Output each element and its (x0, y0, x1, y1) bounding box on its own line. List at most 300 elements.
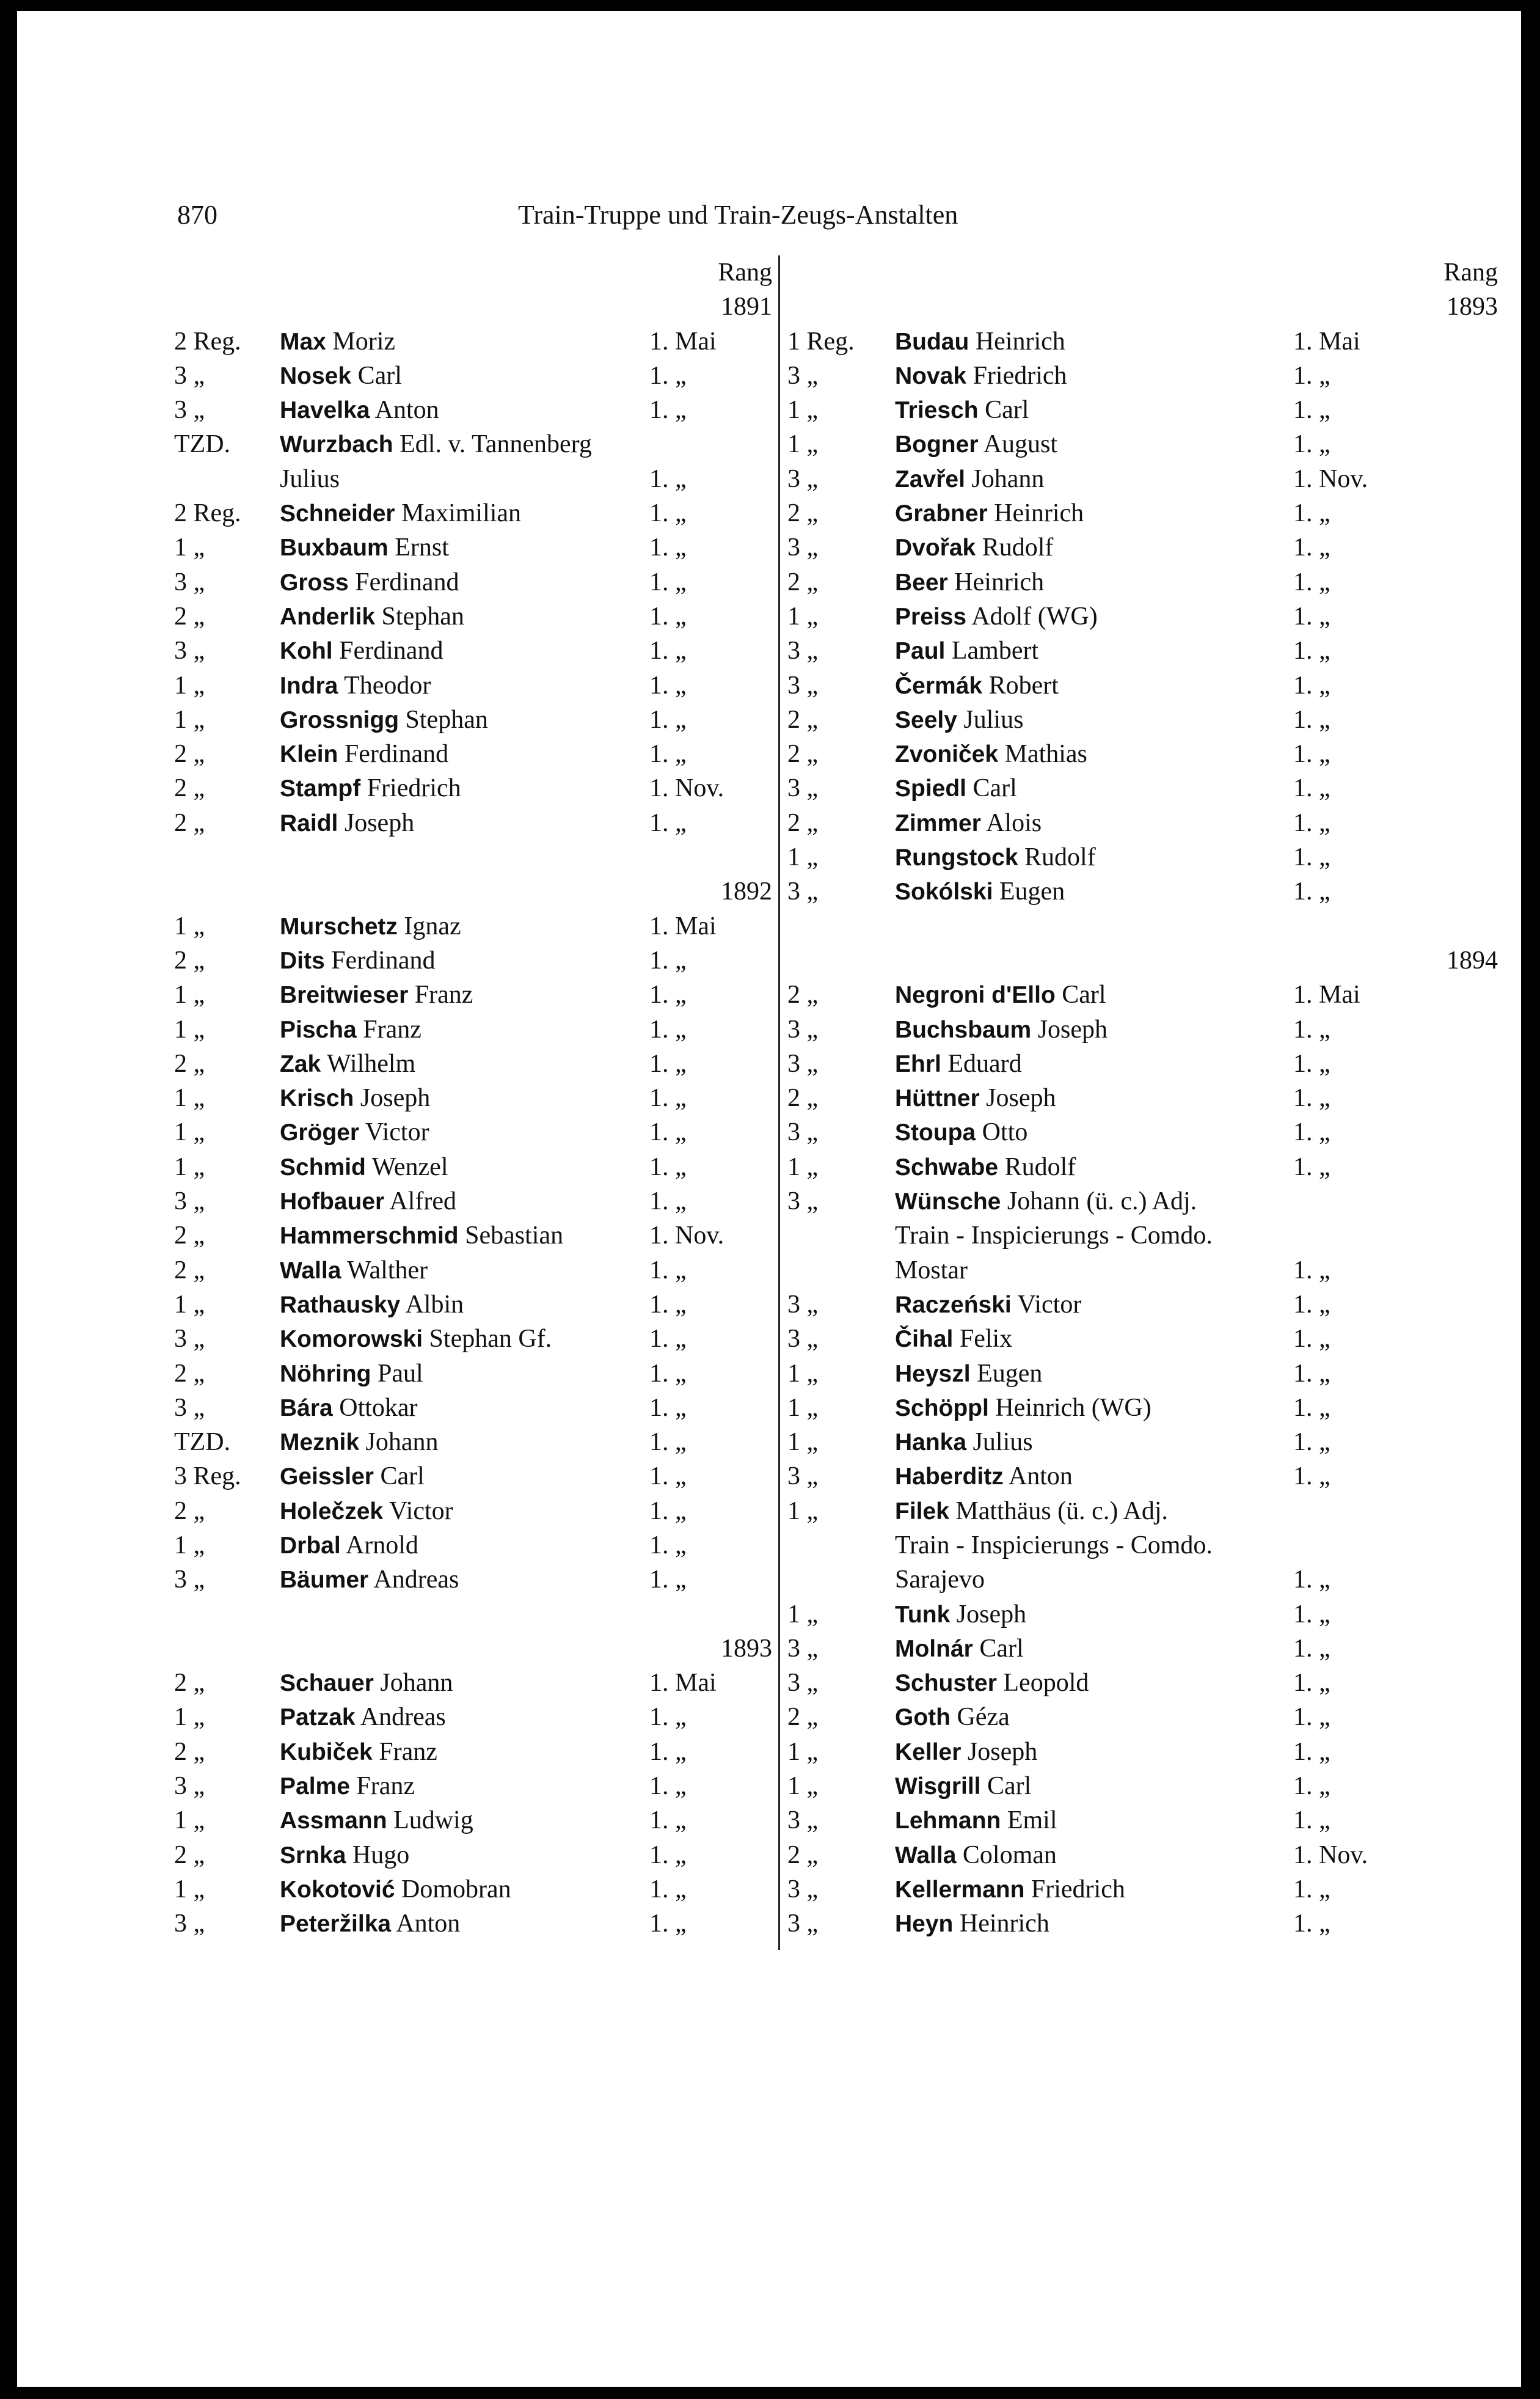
list-item (17, 737, 778, 771)
surname: Schwabe (895, 1154, 999, 1181)
name-entry (280, 1115, 429, 1150)
regiment: 1 „ (787, 1772, 819, 1801)
name-entry (280, 1184, 456, 1219)
surname: Schneider (280, 500, 395, 527)
list-item (780, 1459, 1521, 1493)
list-item (780, 1769, 1521, 1803)
regiment: 1 „ (787, 1737, 819, 1766)
regiment: 3 „ (787, 1669, 819, 1698)
rank-date: 1. Nov. (649, 1221, 724, 1250)
regiment: 3 „ (174, 1772, 205, 1801)
list-item (780, 1357, 1521, 1391)
regiment: 1 „ (174, 981, 205, 1009)
regiment: 1 „ (787, 1496, 819, 1525)
list-item (17, 599, 778, 634)
given-name: Train - Inspicierungs - Comdo. (895, 1531, 1213, 1559)
surname: Walla (280, 1257, 341, 1284)
list-item (17, 1184, 778, 1218)
regiment: 3 „ (787, 361, 819, 390)
given-name: Anton (374, 396, 439, 425)
list-item (780, 1735, 1521, 1769)
surname: Peteržilka (280, 1911, 392, 1938)
rank-date: 1. „ (649, 568, 687, 596)
given-name: Joseph (1037, 1015, 1108, 1044)
list-item (780, 840, 1521, 874)
regiment: 1 „ (787, 1152, 819, 1181)
name-entry (895, 599, 1098, 634)
given-name: August (983, 430, 1058, 459)
list-item (17, 255, 778, 290)
given-name: Heinrich (994, 499, 1084, 528)
given-name: Rudolf (1024, 843, 1096, 872)
given-name: Rudolf (1004, 1152, 1076, 1181)
given-name: Hugo (352, 1840, 410, 1869)
list-item (17, 427, 778, 461)
given-name: Ottokar (339, 1393, 418, 1422)
surname: Raidl (280, 810, 338, 837)
given-name: Heinrich (954, 568, 1045, 596)
surname: Stoupa (895, 1119, 976, 1146)
list-item (780, 1253, 1521, 1287)
given-name: Géza (957, 1703, 1010, 1732)
list-item (780, 634, 1521, 668)
surname: Dvořak (895, 535, 976, 562)
rang-label: Rang (1443, 258, 1498, 287)
given-name: Stephan (405, 705, 488, 734)
surname: Zak (280, 1050, 321, 1077)
surname: Bogner (895, 431, 979, 458)
regiment: 1 „ (787, 602, 819, 631)
list-item (780, 978, 1521, 1012)
rank-date: 1. Nov. (1293, 1840, 1368, 1869)
rank-date: 1. „ (649, 1875, 687, 1903)
surname: Seely (895, 706, 957, 733)
surname: Pischa (280, 1016, 357, 1043)
rank-date: 1. „ (1293, 1600, 1330, 1628)
list-item (780, 1287, 1521, 1322)
name-entry (280, 943, 435, 978)
rank-date: 1. „ (649, 1290, 687, 1319)
name-entry (895, 427, 1057, 462)
surname: Max (280, 328, 326, 355)
given-name: Walther (347, 1256, 428, 1284)
list-item (17, 1872, 778, 1906)
list-item (17, 530, 778, 565)
given-name: Eugen (977, 1359, 1043, 1388)
surname: Ehrl (895, 1050, 941, 1077)
surname: Goth (895, 1704, 951, 1731)
regiment: 3 „ (787, 671, 819, 700)
name-entry (280, 1287, 464, 1322)
name-entry (280, 703, 488, 738)
name-entry (895, 1632, 1024, 1666)
regiment: 2 „ (787, 808, 819, 837)
regiment: 1 „ (174, 1015, 205, 1044)
rank-date: 1. „ (1293, 602, 1330, 631)
name-entry (280, 496, 521, 531)
surname: Wurzbach (280, 431, 393, 458)
given-name: Ludwig (393, 1806, 473, 1835)
list-item (17, 462, 778, 496)
regiment: 1 „ (174, 671, 205, 700)
list-item (17, 1013, 778, 1047)
list-item (780, 255, 1521, 290)
name-entry (895, 530, 1053, 565)
rank-date: 1. „ (1293, 671, 1330, 700)
given-name: Victor (389, 1496, 453, 1525)
regiment: 1 „ (174, 1152, 205, 1181)
rank-date: 1. „ (1293, 1118, 1330, 1147)
given-name: Carl (1062, 981, 1106, 1009)
given-name: Ferdinand (339, 637, 443, 665)
regiment: 2 „ (174, 602, 205, 631)
list-item (17, 1666, 778, 1700)
surname: Patzak (280, 1704, 356, 1731)
surname: Raczeński (895, 1291, 1012, 1318)
rank-date: 1. „ (1293, 808, 1330, 837)
rank-date: 1. „ (649, 1737, 687, 1766)
regiment: 3 „ (174, 1187, 205, 1216)
list-item (17, 1047, 778, 1081)
regiment: 2 „ (787, 981, 819, 1009)
list-item (17, 1425, 778, 1459)
given-name: Wenzel (371, 1152, 448, 1181)
rang-label: 1893 (721, 1634, 772, 1663)
name-entry (280, 1700, 446, 1735)
regiment: 2 „ (174, 774, 205, 803)
name-entry (895, 1838, 1057, 1873)
rank-date: 1. „ (649, 740, 687, 769)
list-item (17, 1357, 778, 1391)
given-name: Ignaz (404, 912, 461, 940)
surname: Breitwieser (280, 982, 409, 1009)
rank-date: 1. „ (649, 1256, 687, 1284)
surname: Zavřel (895, 466, 965, 493)
name-entry (895, 874, 1065, 909)
given-name: Stephan (381, 602, 464, 631)
regiment: 2 „ (174, 1669, 205, 1698)
rank-date: 1. „ (649, 1531, 687, 1559)
rank-date: 1. „ (1293, 1772, 1330, 1801)
regiment: 3 „ (787, 464, 819, 493)
list-item (17, 840, 778, 874)
list-item (780, 1494, 1521, 1528)
given-name: Robert (988, 671, 1059, 700)
surname: Krisch (280, 1085, 354, 1112)
surname: Nöhring (280, 1360, 371, 1387)
regiment: 1 „ (787, 396, 819, 425)
list-item (780, 1528, 1521, 1562)
given-name: Paul (377, 1359, 423, 1388)
rank-date: 1. „ (1293, 1737, 1330, 1766)
surname: Schmid (280, 1154, 366, 1181)
surname: Grabner (895, 500, 988, 527)
given-name: Ferdinand (331, 946, 436, 975)
rank-date: 1. „ (649, 1187, 687, 1216)
rank-date: 1. „ (649, 1840, 687, 1869)
rank-date: 1. „ (1293, 705, 1330, 734)
regiment: 2 „ (174, 1256, 205, 1284)
regiment: 2 „ (787, 1703, 819, 1732)
list-item (780, 771, 1521, 805)
regiment: 2 Reg. (174, 327, 241, 356)
regiment: 3 „ (787, 637, 819, 665)
list-item (17, 565, 778, 599)
regiment: 3 „ (787, 1118, 819, 1147)
given-name: Carl (380, 1462, 425, 1491)
regiment: 2 „ (174, 740, 205, 769)
regiment: 2 „ (174, 1840, 205, 1869)
given-name: Joseph (986, 1084, 1056, 1113)
given-name: Carl (985, 396, 1029, 425)
given-name: Wilhelm (326, 1049, 416, 1078)
rank-date: 1. „ (1293, 1325, 1330, 1353)
surname: Zimmer (895, 810, 981, 837)
regiment: 1 „ (174, 1290, 205, 1319)
regiment: 3 „ (174, 396, 205, 425)
rang-label: 1891 (721, 293, 772, 321)
surname: Nosek (280, 362, 352, 389)
given-name: Alois (986, 808, 1042, 837)
rank-date: 1. „ (1293, 1359, 1330, 1388)
name-entry (895, 496, 1084, 531)
regiment: 3 „ (787, 533, 819, 562)
regiment: 3 „ (787, 1910, 819, 1938)
given-name: Friedrich (973, 361, 1067, 390)
list-item (780, 1322, 1521, 1356)
list-item (780, 1047, 1521, 1081)
list-item (780, 1838, 1521, 1872)
regiment: 3 Reg. (174, 1462, 241, 1491)
document-page (17, 11, 1521, 2387)
list-item (780, 943, 1521, 978)
rank-date: 1. „ (1293, 1806, 1330, 1835)
rank-date: 1. „ (1293, 396, 1330, 425)
given-name: Victor (1017, 1290, 1082, 1319)
regiment: 1 „ (787, 430, 819, 459)
given-name: Rudolf (982, 533, 1054, 562)
list-item (780, 1700, 1521, 1734)
regiment: 3 „ (787, 1290, 819, 1319)
name-entry (280, 909, 461, 944)
rank-date: 1. „ (1293, 430, 1330, 459)
regiment: 3 „ (787, 1015, 819, 1044)
regiment: 1 „ (787, 843, 819, 872)
name-entry (280, 324, 395, 359)
name-entry (895, 703, 1023, 738)
given-name: Andreas (373, 1566, 459, 1594)
regiment: 2 „ (787, 1840, 819, 1869)
name-entry (280, 1357, 423, 1391)
rank-date: 1. Mai (649, 327, 717, 356)
name-entry (895, 978, 1106, 1013)
list-item (17, 1494, 778, 1528)
given-name: Edl. v. Tannenberg (400, 430, 592, 459)
name-entry (280, 1425, 439, 1460)
rank-date: 1. „ (1293, 1049, 1330, 1078)
name-entry (895, 1803, 1057, 1838)
given-name: Carl (357, 361, 402, 390)
surname: Bäumer (280, 1567, 369, 1594)
regiment: 3 „ (787, 774, 819, 803)
given-name: Ferdinand (344, 740, 449, 769)
surname: Gross (280, 569, 349, 596)
name-entry (280, 1047, 415, 1082)
regiment: 3 „ (787, 1049, 819, 1078)
rank-date: 1. „ (1293, 1428, 1330, 1457)
surname: Holečzek (280, 1498, 384, 1525)
list-item (780, 1597, 1521, 1632)
rank-date: 1. „ (649, 1703, 687, 1732)
surname: Meznik (280, 1429, 360, 1456)
given-name: Otto (982, 1118, 1028, 1147)
list-item (17, 1528, 778, 1562)
surname: Filek (895, 1498, 949, 1525)
rank-date: 1. „ (1293, 1256, 1330, 1284)
rank-date: 1. „ (649, 1566, 687, 1594)
rank-date: 1. „ (1293, 877, 1330, 906)
list-item (17, 806, 778, 840)
list-item (780, 1184, 1521, 1218)
list-item (780, 496, 1521, 530)
list-item (780, 737, 1521, 771)
regiment: 1 „ (174, 705, 205, 734)
surname: Rathausky (280, 1291, 401, 1318)
name-entry (280, 737, 448, 772)
list-item (780, 668, 1521, 703)
given-name: Joseph (967, 1737, 1038, 1766)
regiment: 1 „ (174, 912, 205, 940)
regiment: 1 „ (174, 1118, 205, 1147)
rank-date: 1. „ (1293, 637, 1330, 665)
rank-date: 1. „ (649, 1118, 687, 1147)
regiment: 1 „ (787, 1359, 819, 1388)
rank-date: 1. „ (649, 396, 687, 425)
surname: Hüttner (895, 1085, 980, 1112)
regiment: 2 „ (174, 1737, 205, 1766)
name-entry (895, 1013, 1108, 1047)
list-item (17, 324, 778, 359)
name-entry (895, 1287, 1081, 1322)
rank-date: 1. „ (649, 1806, 687, 1835)
surname: Zvoniček (895, 741, 999, 768)
rank-date: 1. „ (649, 1325, 687, 1353)
name-entry (280, 1013, 421, 1047)
given-name: Moriz (332, 327, 396, 356)
given-name: Sebastian (465, 1221, 564, 1250)
name-entry (280, 1735, 437, 1770)
name-entry (895, 1459, 1073, 1494)
regiment: TZD. (174, 430, 231, 459)
given-name: Joseph (344, 808, 415, 837)
given-name: Mostar (895, 1256, 968, 1284)
list-item (780, 290, 1521, 324)
rank-date: 1. „ (649, 602, 687, 631)
list-item (17, 634, 778, 668)
surname: Molnár (895, 1635, 973, 1662)
list-item (17, 1391, 778, 1425)
given-name: Sarajevo (895, 1566, 985, 1594)
rang-label: 1894 (1447, 946, 1498, 975)
name-entry (895, 462, 1044, 497)
list-item (17, 1459, 778, 1493)
given-name: Albin (405, 1290, 464, 1319)
name-entry (280, 1666, 453, 1701)
given-name: Julius (280, 464, 340, 493)
list-item (780, 1391, 1521, 1425)
regiment: 2 „ (174, 1496, 205, 1525)
list-item (17, 909, 778, 943)
surname: Komorowski (280, 1326, 423, 1353)
surname: Kohl (280, 638, 333, 665)
given-name: Franz (356, 1772, 415, 1801)
given-name: Heinrich (959, 1910, 1049, 1938)
regiment: 3 „ (174, 1910, 205, 1938)
surname: Lehmann (895, 1807, 1001, 1834)
surname: Havelka (280, 397, 370, 424)
rank-date: 1. „ (649, 1462, 687, 1491)
name-entry (280, 806, 414, 841)
given-name: Carl (987, 1772, 1032, 1801)
given-name: Eugen (999, 877, 1065, 906)
given-name: Carl (973, 774, 1017, 803)
list-item (17, 1562, 778, 1597)
regiment: 1 „ (174, 1531, 205, 1559)
surname: Schauer (280, 1670, 374, 1697)
name-entry (280, 634, 443, 668)
regiment: 3 „ (787, 1187, 819, 1216)
surname: Walla (895, 1842, 957, 1869)
surname: Kellermann (895, 1876, 1025, 1903)
regiment: 2 Reg. (174, 499, 241, 528)
regiment: 3 „ (787, 1634, 819, 1663)
given-name: Johann (380, 1669, 453, 1698)
rank-date: 1. „ (1293, 1015, 1330, 1044)
surname: Geissler (280, 1463, 374, 1490)
name-entry (895, 668, 1059, 703)
rang-label: Rang (718, 258, 772, 287)
given-name: Eduard (947, 1049, 1022, 1078)
name-entry (280, 359, 402, 394)
name-entry (895, 1597, 1026, 1632)
list-item (780, 909, 1521, 943)
name-entry (895, 840, 1096, 875)
regiment: 2 „ (174, 1221, 205, 1250)
list-item (17, 1735, 778, 1769)
list-item (17, 1700, 778, 1734)
list-item (780, 1562, 1521, 1597)
list-item (780, 1013, 1521, 1047)
surname: Hanka (895, 1429, 967, 1456)
rank-date: 1. „ (649, 1772, 687, 1801)
name-entry (280, 565, 459, 600)
list-item (17, 1150, 778, 1184)
given-name: Carl (979, 1634, 1024, 1663)
list-item (17, 703, 778, 737)
name-entry (280, 427, 592, 462)
rank-date: 1. „ (649, 1393, 687, 1422)
rank-date: 1. „ (649, 1015, 687, 1044)
rank-date: 1. „ (1293, 843, 1330, 872)
surname: Hammerschmid (280, 1223, 459, 1250)
rank-date: 1. „ (1293, 740, 1330, 769)
surname: Indra (280, 672, 338, 699)
name-entry (280, 1150, 448, 1185)
list-item (780, 1906, 1521, 1941)
surname: Grossnigg (280, 706, 400, 733)
surname: Schöppl (895, 1394, 989, 1421)
regiment: 3 „ (174, 1325, 205, 1353)
